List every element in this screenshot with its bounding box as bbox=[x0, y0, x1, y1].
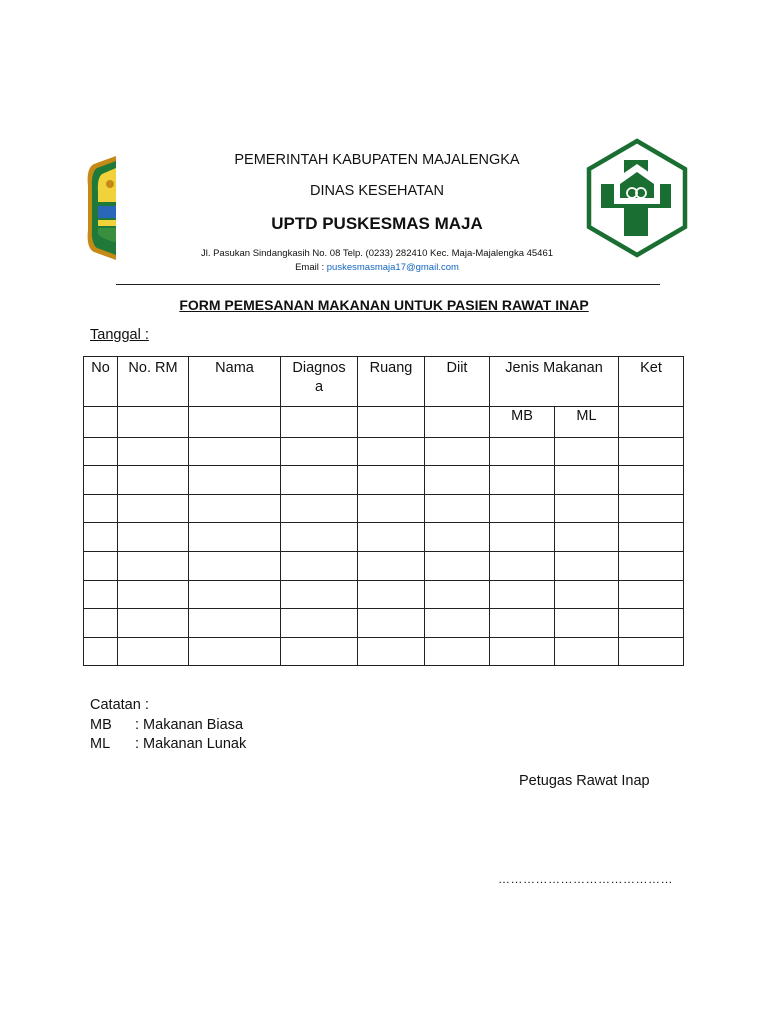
table-cell[interactable] bbox=[118, 552, 189, 581]
table-cell[interactable] bbox=[84, 466, 118, 495]
table-cell[interactable] bbox=[490, 466, 555, 495]
table-cell[interactable] bbox=[425, 495, 490, 523]
table-row bbox=[84, 609, 684, 638]
table-cell[interactable] bbox=[189, 552, 281, 581]
table-cell[interactable] bbox=[189, 438, 281, 466]
table-cell[interactable] bbox=[281, 407, 358, 438]
table-cell[interactable] bbox=[555, 552, 619, 581]
table-cell[interactable] bbox=[118, 523, 189, 552]
table-row bbox=[84, 552, 684, 581]
table-cell[interactable] bbox=[555, 581, 619, 609]
table-cell[interactable] bbox=[84, 581, 118, 609]
table-cell[interactable] bbox=[358, 581, 425, 609]
col-jenis-makanan: Jenis Makanan bbox=[490, 357, 619, 407]
table-cell[interactable] bbox=[425, 407, 490, 438]
table-row bbox=[84, 495, 684, 523]
table-cell[interactable] bbox=[425, 581, 490, 609]
notes-title: Catatan : bbox=[90, 697, 149, 713]
table-cell[interactable] bbox=[619, 438, 684, 466]
col-no-rm: No. RM bbox=[118, 357, 189, 407]
order-table bbox=[83, 356, 684, 666]
table-cell[interactable] bbox=[358, 407, 425, 438]
table-cell[interactable] bbox=[281, 523, 358, 552]
table-cell[interactable] bbox=[189, 638, 281, 666]
table-cell[interactable] bbox=[118, 407, 189, 438]
table-cell[interactable] bbox=[189, 466, 281, 495]
table-cell[interactable] bbox=[555, 638, 619, 666]
table-cell[interactable] bbox=[619, 552, 684, 581]
table-cell[interactable] bbox=[281, 552, 358, 581]
table-cell[interactable] bbox=[619, 466, 684, 495]
signature-label: Petugas Rawat Inap bbox=[519, 773, 650, 789]
email-link[interactable]: puskesmasmaja17@gmail.com bbox=[326, 262, 459, 273]
table-cell[interactable] bbox=[281, 609, 358, 638]
note-value: : Makanan Biasa bbox=[135, 716, 244, 733]
form-title: FORM PEMESANAN MAKANAN UNTUK PASIEN RAWAT INAP bbox=[179, 297, 589, 313]
table-cell[interactable] bbox=[555, 466, 619, 495]
table-row bbox=[84, 638, 684, 666]
header-government: PEMERINTAH KABUPATEN MAJALENGKA bbox=[234, 152, 520, 168]
table-cell[interactable] bbox=[358, 609, 425, 638]
col-nama: Nama bbox=[189, 357, 281, 407]
tanggal-label: Tanggal : bbox=[90, 327, 149, 343]
table-cell[interactable] bbox=[425, 523, 490, 552]
note-item bbox=[90, 716, 246, 736]
table-cell[interactable] bbox=[555, 609, 619, 638]
notes-section bbox=[90, 696, 246, 755]
table-cell[interactable] bbox=[619, 495, 684, 523]
table-cell[interactable] bbox=[490, 581, 555, 609]
table-cell[interactable] bbox=[358, 552, 425, 581]
col-mb: MB bbox=[490, 407, 555, 438]
note-key: ML bbox=[90, 736, 111, 752]
table-cell[interactable] bbox=[358, 466, 425, 495]
col-diagnosa-line2: a bbox=[314, 379, 324, 395]
table-cell[interactable] bbox=[281, 438, 358, 466]
note-item bbox=[90, 735, 246, 755]
table-cell[interactable] bbox=[118, 609, 189, 638]
note-value: : Makanan Lunak bbox=[135, 736, 247, 752]
table-cell[interactable] bbox=[490, 438, 555, 466]
col-ml: ML bbox=[555, 407, 619, 438]
majalengka-logo bbox=[86, 156, 116, 260]
table-row bbox=[84, 438, 684, 466]
table-cell[interactable] bbox=[118, 581, 189, 609]
table-cell[interactable] bbox=[619, 638, 684, 666]
puskesmas-logo bbox=[586, 138, 688, 258]
header-department: DINAS KESEHATAN bbox=[309, 183, 445, 199]
col-ket: Ket bbox=[619, 357, 684, 407]
table-subheader-row bbox=[84, 407, 684, 438]
table-cell[interactable] bbox=[118, 495, 189, 523]
table-cell[interactable] bbox=[118, 438, 189, 466]
header-institution: UPTD PUSKESMAS MAJA bbox=[271, 214, 483, 233]
table-cell[interactable] bbox=[358, 638, 425, 666]
header-divider bbox=[116, 284, 660, 285]
table-cell[interactable] bbox=[84, 407, 118, 438]
col-diagnosa bbox=[281, 357, 358, 407]
table-cell[interactable] bbox=[490, 495, 555, 523]
table-cell[interactable] bbox=[555, 495, 619, 523]
table-row bbox=[84, 466, 684, 495]
table-cell[interactable] bbox=[358, 438, 425, 466]
table-cell[interactable] bbox=[84, 638, 118, 666]
table-row bbox=[84, 523, 684, 552]
table-cell[interactable] bbox=[189, 495, 281, 523]
table-cell[interactable] bbox=[425, 609, 490, 638]
table-cell[interactable] bbox=[358, 523, 425, 552]
table-cell[interactable] bbox=[619, 581, 684, 609]
table-cell[interactable] bbox=[189, 523, 281, 552]
note-key: MB bbox=[90, 716, 112, 733]
table-cell[interactable] bbox=[281, 466, 358, 495]
table-cell[interactable] bbox=[118, 466, 189, 495]
header-email-line bbox=[180, 262, 574, 273]
email-label: Email : bbox=[295, 262, 327, 273]
table-cell[interactable] bbox=[490, 552, 555, 581]
table-row bbox=[84, 581, 684, 609]
header-address: Jl. Pasukan Sindangkasih No. 08 Telp. (0233) 282410 Kec. Maja-Majalengka 45461 bbox=[200, 248, 554, 259]
col-diit: Diit bbox=[425, 357, 490, 407]
table-cell[interactable] bbox=[619, 523, 684, 552]
table-cell[interactable] bbox=[425, 638, 490, 666]
table-cell[interactable] bbox=[189, 581, 281, 609]
signature-line: …………………………………… bbox=[498, 872, 673, 886]
table-cell[interactable] bbox=[84, 609, 118, 638]
table-cell[interactable] bbox=[555, 523, 619, 552]
table-cell[interactable] bbox=[555, 438, 619, 466]
table-cell[interactable] bbox=[425, 466, 490, 495]
table-cell[interactable] bbox=[619, 407, 684, 438]
col-ruang: Ruang bbox=[358, 357, 425, 407]
table-cell[interactable] bbox=[490, 638, 555, 666]
table-cell[interactable] bbox=[84, 552, 118, 581]
table-cell[interactable] bbox=[189, 609, 281, 638]
table-cell[interactable] bbox=[358, 495, 425, 523]
table-cell[interactable] bbox=[281, 638, 358, 666]
table-cell[interactable] bbox=[281, 581, 358, 609]
table-header-row bbox=[84, 357, 684, 407]
table-cell[interactable] bbox=[189, 407, 281, 438]
table-cell[interactable] bbox=[281, 495, 358, 523]
table-cell[interactable] bbox=[619, 609, 684, 638]
table-cell[interactable] bbox=[490, 609, 555, 638]
table-cell[interactable] bbox=[425, 438, 490, 466]
table-cell[interactable] bbox=[118, 638, 189, 666]
table-cell[interactable] bbox=[490, 523, 555, 552]
table-cell[interactable] bbox=[84, 523, 118, 552]
table-cell[interactable] bbox=[425, 552, 490, 581]
col-diagnosa-line1: Diagnos bbox=[292, 360, 346, 376]
table-cell[interactable] bbox=[84, 438, 118, 466]
table-cell[interactable] bbox=[84, 495, 118, 523]
col-no: No bbox=[84, 357, 118, 407]
